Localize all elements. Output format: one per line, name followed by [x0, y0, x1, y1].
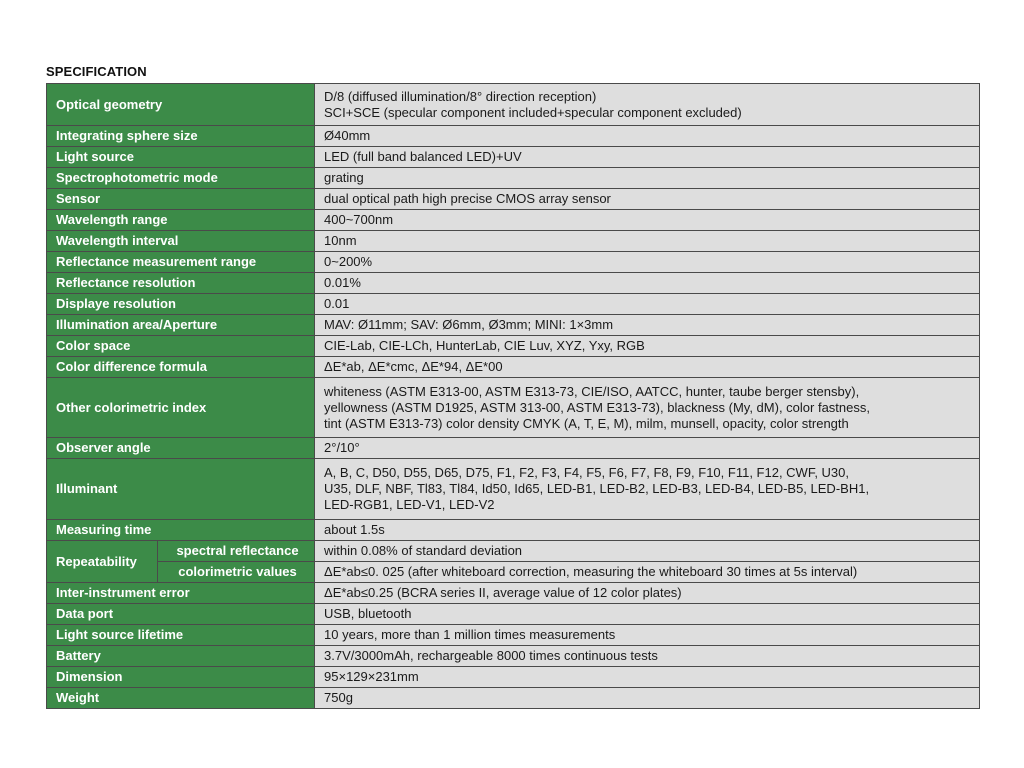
spec-label: Wavelength interval — [47, 231, 315, 252]
table-row — [47, 126, 980, 147]
spec-value: within 0.08% of standard deviation — [315, 541, 980, 562]
spec-value: 0.01 — [315, 294, 980, 315]
spec-label: Wavelength range — [47, 210, 315, 231]
spec-value-line: whiteness (ASTM E313-00, ASTM E313-73, CIE/ISO, AATCC, hunter, taube berger stensby), — [324, 383, 860, 399]
spec-value: USB, bluetooth — [315, 604, 980, 625]
table-row — [47, 667, 980, 688]
table-row — [47, 294, 980, 315]
spec-value — [315, 84, 980, 126]
table-row — [47, 84, 980, 126]
spec-label: Battery — [47, 646, 315, 667]
spec-value: 750g — [315, 688, 980, 709]
spec-sublabel: spectral reflectance — [158, 541, 315, 562]
spec-label: Optical geometry — [47, 84, 315, 126]
spec-label: Data port — [47, 604, 315, 625]
spec-value: 2°/10° — [315, 438, 980, 459]
table-row — [47, 210, 980, 231]
spec-value: about 1.5s — [315, 520, 980, 541]
spec-value: CIE-Lab, CIE-LCh, HunterLab, CIE Luv, XYZ, Yxy, RGB — [315, 336, 980, 357]
spec-value-line: SCI+SCE (specular component included+specular component excluded) — [324, 104, 742, 120]
spec-value: 0.01% — [315, 273, 980, 294]
spec-label: Other colorimetric index — [47, 378, 315, 438]
table-row — [47, 541, 980, 562]
repeatability-label: Repeatability — [47, 541, 158, 583]
table-row — [47, 583, 980, 604]
spec-sublabel: colorimetric values — [158, 562, 315, 583]
spec-value: 95×129×231mm — [315, 667, 980, 688]
spec-label: Illumination area/Aperture — [47, 315, 315, 336]
spec-label: Observer angle — [47, 438, 315, 459]
table-row — [47, 168, 980, 189]
table-row — [47, 189, 980, 210]
spec-value — [315, 459, 980, 520]
spec-value-line: U35, DLF, NBF, Tl83, Tl84, Id50, Id65, LED-B1, LED-B2, LED-B3, LED-B4, LED-B5, LED-BH1, — [324, 481, 870, 496]
spec-label: Sensor — [47, 189, 315, 210]
table-row — [47, 252, 980, 273]
table-row — [47, 231, 980, 252]
table-row — [47, 336, 980, 357]
spec-label: Illuminant — [47, 459, 315, 520]
spec-value: 10 years, more than 1 million times measurements — [315, 625, 980, 646]
table-row — [47, 646, 980, 667]
spec-label: Measuring time — [47, 520, 315, 541]
table-row — [47, 357, 980, 378]
spec-value: LED (full band balanced LED)+UV — [315, 147, 980, 168]
spec-value: 10nm — [315, 231, 980, 252]
spec-value: 0~200% — [315, 252, 980, 273]
spec-value: dual optical path high precise CMOS array sensor — [315, 189, 980, 210]
spec-label: Color difference formula — [47, 357, 315, 378]
spec-label: Spectrophotometric mode — [47, 168, 315, 189]
spec-value-line: yellowness (ASTM D1925, ASTM 313-00, ASTM E313-73), blackness (My, dM), color fastness, — [324, 399, 870, 415]
spec-label: Light source lifetime — [47, 625, 315, 646]
table-row — [47, 562, 980, 583]
spec-label: Weight — [47, 688, 315, 709]
spec-value — [315, 378, 980, 438]
spec-value: Ø40mm — [315, 126, 980, 147]
spec-label: Inter-instrument error — [47, 583, 315, 604]
spec-value: ΔE*ab≤0.25 (BCRA series II, average value of 12 color plates) — [315, 583, 980, 604]
table-row — [47, 459, 980, 520]
specification-table — [46, 83, 980, 709]
spec-label: Dimension — [47, 667, 315, 688]
spec-value-line: A, B, C, D50, D55, D65, D75, F1, F2, F3, F4, F5, F6, F7, F8, F9, F10, F11, F12, CWF, U30, — [324, 465, 850, 480]
table-row — [47, 604, 980, 625]
table-row — [47, 688, 980, 709]
spec-value: ΔE*ab, ΔE*cmc, ΔE*94, ΔE*00 — [315, 357, 980, 378]
table-row — [47, 315, 980, 336]
spec-value: 400~700nm — [315, 210, 980, 231]
spec-value-line: LED-RGB1, LED-V1, LED-V2 — [324, 497, 495, 512]
spec-value-line: tint (ASTM E313-73) color density CMYK (A, T, E, M), milm, munsell, opacity, color strength — [324, 415, 849, 431]
spec-value-line: D/8 (diffused illumination/8° direction reception) — [324, 88, 597, 104]
spec-label: Light source — [47, 147, 315, 168]
spec-value: grating — [315, 168, 980, 189]
spec-label: Integrating sphere size — [47, 126, 315, 147]
spec-value: ΔE*ab≤0. 025 (after whiteboard correction, measuring the whiteboard 30 times at 5s interval) — [315, 562, 980, 583]
page-title: SPECIFICATION — [46, 64, 147, 79]
spec-value: MAV: Ø11mm; SAV: Ø6mm, Ø3mm; MINI: 1×3mm — [315, 315, 980, 336]
spec-label: Displaye resolution — [47, 294, 315, 315]
table-row — [47, 625, 980, 646]
table-row — [47, 273, 980, 294]
spec-label: Reflectance measurement range — [47, 252, 315, 273]
table-row — [47, 378, 980, 438]
spec-value: 3.7V/3000mAh, rechargeable 8000 times continuous tests — [315, 646, 980, 667]
table-row — [47, 147, 980, 168]
table-row — [47, 520, 980, 541]
spec-label: Color space — [47, 336, 315, 357]
table-row — [47, 438, 980, 459]
spec-label: Reflectance resolution — [47, 273, 315, 294]
